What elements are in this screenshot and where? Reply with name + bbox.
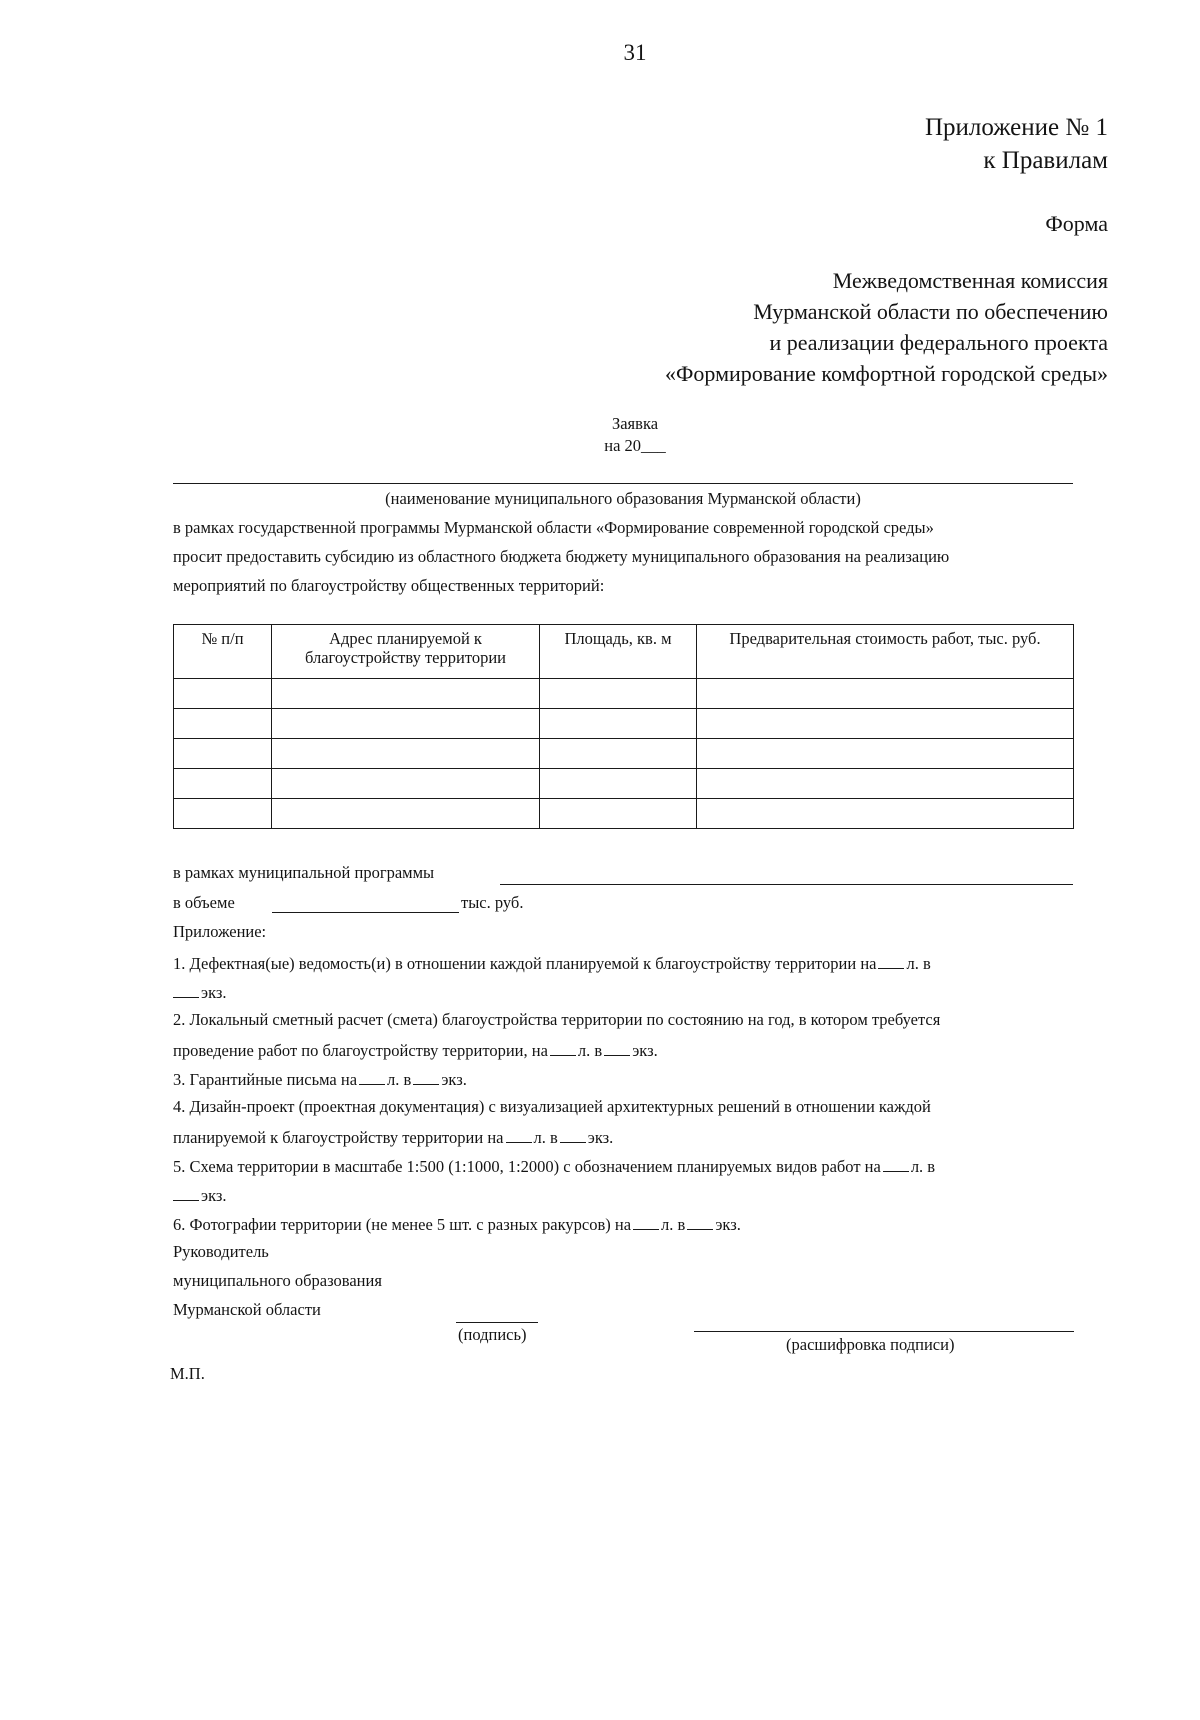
copies-blank[interactable] xyxy=(413,1068,439,1085)
addressee-line-1: Межведомственная комиссия xyxy=(832,268,1108,293)
addressee-line-2: Мурманской области по обеспечению xyxy=(753,299,1108,324)
table-cell[interactable] xyxy=(540,679,697,709)
attachment-5-line-1: 5. Схема территории в масштабе 1:500 (1:1000, 1:2000) с обозначением планируемых видов работ на л. в xyxy=(173,1157,936,1176)
volume-unit: тыс. руб. xyxy=(461,893,524,912)
column-area: Площадь, кв. м xyxy=(540,625,697,679)
column-cost: Предварительная стоимость работ, тыс. руб. xyxy=(697,625,1074,679)
sheets-blank[interactable] xyxy=(550,1039,576,1056)
addressee-line-3: и реализации федерального проекта xyxy=(769,330,1108,355)
addressee-line-4: «Формирование комфортной городской среды» xyxy=(665,361,1108,386)
table-cell[interactable] xyxy=(697,739,1074,769)
column-number: № п/п xyxy=(174,625,272,679)
sheets-blank[interactable] xyxy=(506,1126,532,1143)
attachment-6: 6. Фотографии территории (не менее 5 шт. с разных ракурсов) на л. в экз. xyxy=(173,1215,741,1234)
signature-decoding-line[interactable] xyxy=(694,1331,1074,1332)
table-row xyxy=(174,679,1074,709)
table-cell[interactable] xyxy=(174,769,272,799)
attachment-2-line-1: 2. Локальный сметный расчет (смета) благоустройства территории по состоянию на год, в котором требуется xyxy=(173,1010,941,1029)
appendix-subtitle: к Правилам xyxy=(983,147,1108,174)
municipality-name-line xyxy=(173,483,1073,484)
table-cell[interactable] xyxy=(540,769,697,799)
table-cell[interactable] xyxy=(272,799,540,829)
volume-label: в объеме xyxy=(173,893,235,912)
attachments-heading: Приложение: xyxy=(173,922,267,941)
sheets-blank[interactable] xyxy=(359,1068,385,1085)
copies-blank[interactable] xyxy=(560,1126,586,1143)
intro-line-1: в рамках государственной программы Мурманской области «Формирование современной городской среды» xyxy=(173,518,934,537)
table-cell[interactable] xyxy=(540,739,697,769)
application-title: Заявка xyxy=(611,414,659,433)
table-cell[interactable] xyxy=(272,769,540,799)
table-cell[interactable] xyxy=(174,739,272,769)
attachment-4-line-2: планируемой к благоустройству территории на л. в экз. xyxy=(173,1128,614,1147)
copies-blank[interactable] xyxy=(173,1184,199,1201)
table-cell[interactable] xyxy=(272,679,540,709)
table-header-row xyxy=(174,625,1074,679)
sheets-blank[interactable] xyxy=(883,1155,909,1172)
table-cell[interactable] xyxy=(174,679,272,709)
signer-title-line-3: Мурманской области xyxy=(173,1300,321,1319)
table-cell[interactable] xyxy=(174,709,272,739)
stamp-place: М.П. xyxy=(170,1364,205,1383)
municipality-caption: (наименование муниципального образования Мурманской области) xyxy=(385,489,861,508)
table-cell[interactable] xyxy=(697,769,1074,799)
table-row xyxy=(174,709,1074,739)
volume-field[interactable] xyxy=(272,912,459,913)
municipal-program-field[interactable] xyxy=(500,884,1073,885)
attachment-3: 3. Гарантийные письма на л. в экз. xyxy=(173,1070,467,1089)
copies-blank[interactable] xyxy=(173,981,199,998)
signature-caption: (подпись) xyxy=(458,1325,527,1344)
attachment-1-line-2: экз. xyxy=(173,981,227,1003)
copies-blank[interactable] xyxy=(687,1213,713,1230)
signature-line[interactable] xyxy=(456,1322,538,1323)
table-cell[interactable] xyxy=(697,679,1074,709)
attachment-5-line-2: экз. xyxy=(173,1184,227,1206)
table-cell[interactable] xyxy=(272,709,540,739)
attachment-1-line-1: 1. Дефектная(ые) ведомость(и) в отношении каждой планируемой к благоустройству территории на л. в xyxy=(173,954,931,973)
sheets-blank[interactable] xyxy=(878,952,904,969)
attachment-2-line-2: проведение работ по благоустройству территории, на л. в экз. xyxy=(173,1041,658,1060)
form-label: Форма xyxy=(1045,211,1108,236)
table-cell[interactable] xyxy=(697,709,1074,739)
appendix-title: Приложение № 1 xyxy=(924,114,1108,141)
table-cell[interactable] xyxy=(697,799,1074,829)
intro-line-2: просит предоставить субсидию из областного бюджета бюджету муниципального образования на реализацию xyxy=(173,547,950,566)
copies-blank[interactable] xyxy=(604,1039,630,1056)
territories-table xyxy=(173,624,1074,829)
municipal-program-label: в рамках муниципальной программы xyxy=(173,863,435,882)
application-year: на 20___ xyxy=(604,436,666,455)
table-row xyxy=(174,739,1074,769)
table-row xyxy=(174,769,1074,799)
table-row xyxy=(174,799,1074,829)
table-cell[interactable] xyxy=(272,739,540,769)
signature-decoding-caption: (расшифровка подписи) xyxy=(786,1335,955,1354)
table-cell[interactable] xyxy=(540,709,697,739)
intro-line-3: мероприятий по благоустройству общественных территорий: xyxy=(173,576,605,595)
sheets-blank[interactable] xyxy=(633,1213,659,1230)
signer-title-line-1: Руководитель xyxy=(173,1242,269,1261)
table-cell[interactable] xyxy=(540,799,697,829)
attachment-4-line-1: 4. Дизайн-проект (проектная документация) с визуализацией архитектурных решений в отношении каждой xyxy=(173,1097,931,1116)
column-address: Адрес планируемой к благоустройству территории xyxy=(272,625,540,679)
signer-title-line-2: муниципального образования xyxy=(173,1271,382,1290)
page-number: 31 xyxy=(623,40,647,65)
table-cell[interactable] xyxy=(174,799,272,829)
